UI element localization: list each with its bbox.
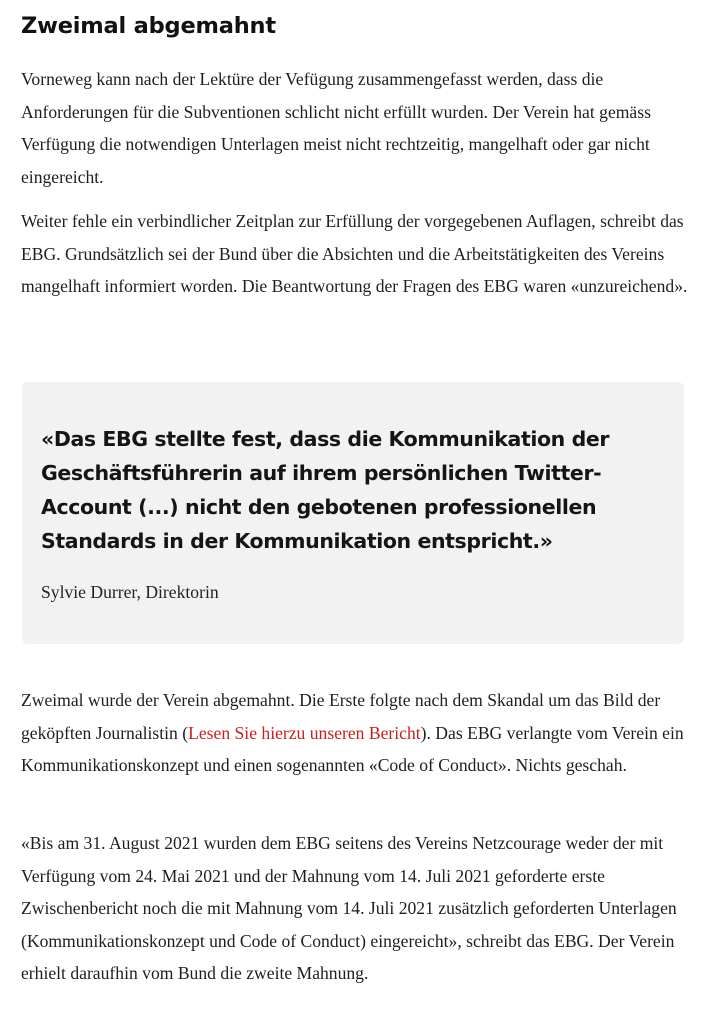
paragraph-3 (21, 684, 693, 782)
paragraph-2: Weiter fehle ein verbindlicher Zeitplan zur Erfüllung der vorgegebenen Auflagen, schreibt das EBG. Grundsätzlich sei der Bund über die Absichten und die Arbeitstätigkeiten des Vereins mangelhaft informiert worden. Die Beantwortung der Fragen des EBG waren «unzureichend». (21, 211, 688, 296)
quote-text: «Das EBG stellte fest, dass die Kommunikation der Geschäftsführerin auf ihrem persönlichen Twitter-Account (...) nicht den gebotenen professionellen Standards in der Kommunikation entspricht.» (41, 427, 610, 553)
paragraph-3-text-before-link: Zweimal wurde der Verein abgemahnt. Die Erste folgte nach dem Skandal um das Bild der geköpften Journalistin ( (21, 690, 661, 743)
paragraph-4: «Bis am 31. August 2021 wurden dem EBG seitens des Vereins Netzcourage weder der mit Verfügung vom 24. Mai 2021 und der Mahnung vom 14. Juli 2021 geforderte erste Zwischenbericht noch die mit Mahnung vom 14. Juli 2021 zusätzlich geforderten Unterlagen (Kommunikationskonzept und Code of Conduct) eingereicht», schreibt das EBG. Der Verein erhielt daraufhin vom Bund die zweite Mahnung. (21, 833, 677, 983)
quote-author: Sylvie Durrer, Direktorin (41, 582, 219, 602)
section-heading: Zweimal abgemahnt (21, 13, 276, 39)
paragraph-3-text-after-link: ). Das EBG verlangte vom Verein ein Kommunikationskonzept und einen sogenannten «Code of Conduct». Nichts geschah. (21, 722, 684, 775)
paragraph-1: Vorneweg kann nach der Lektüre der Vefügung zusammengefasst werden, dass die Anforderungen für die Subventionen schlicht nicht erfüllt wurden. Der Verein hat gemäss Verfügung die notwendigen Unterlagen meist nicht rechtzeitig, mangelhaft oder gar nicht eingereicht. (21, 69, 651, 187)
report-link[interactable]: Lesen Sie hierzu unseren Bericht (188, 722, 421, 743)
pull-quote (22, 382, 684, 644)
